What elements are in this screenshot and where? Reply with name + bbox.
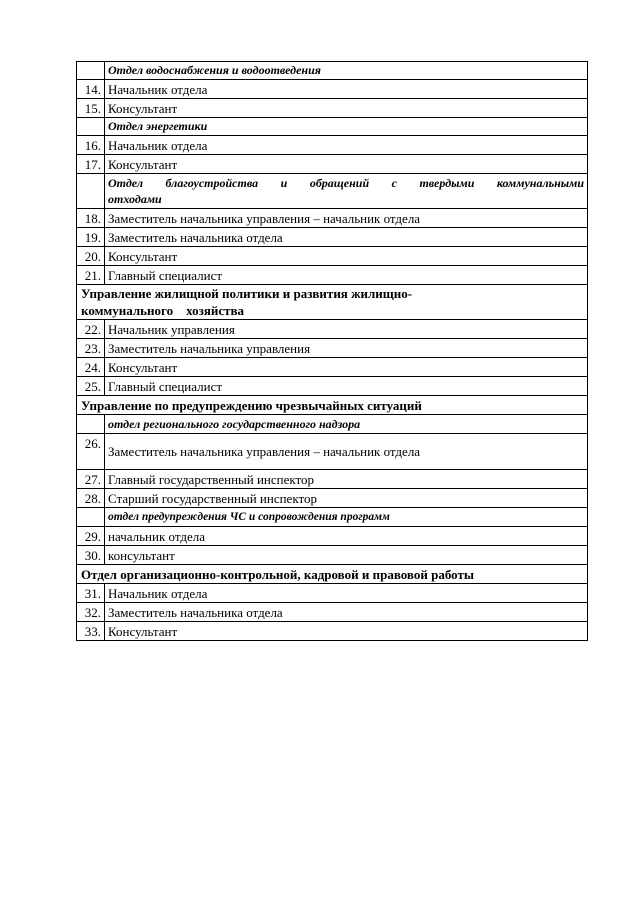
department-row xyxy=(77,62,588,80)
table-row xyxy=(77,339,588,358)
number-cell xyxy=(77,118,105,136)
table-row xyxy=(77,622,588,641)
department-title: отдел регионального государственного надзора xyxy=(105,415,588,434)
department-title-line-1: Отдел благоустройства и обращений с твердыми коммунальными xyxy=(108,176,584,190)
position-title: Начальник отдела xyxy=(105,584,588,603)
position-title: Заместитель начальника управления – начальник отдела xyxy=(105,434,588,470)
section-title: Управление по предупреждению чрезвычайных ситуаций xyxy=(77,396,588,415)
row-number: 23. xyxy=(77,339,105,358)
department-row xyxy=(77,118,588,136)
table-row xyxy=(77,209,588,228)
number-cell xyxy=(77,415,105,434)
row-number: 24. xyxy=(77,358,105,377)
row-number: 18. xyxy=(77,209,105,228)
number-cell xyxy=(77,508,105,527)
row-number: 17. xyxy=(77,155,105,174)
position-title: Начальник управления xyxy=(105,320,588,339)
department-title xyxy=(105,174,588,209)
table-row xyxy=(77,470,588,489)
section-row xyxy=(77,565,588,584)
position-title: Консультант xyxy=(105,358,588,377)
table-row xyxy=(77,358,588,377)
row-number: 28. xyxy=(77,489,105,508)
table-row xyxy=(77,527,588,546)
position-title: Главный государственный инспектор xyxy=(105,470,588,489)
position-title: Главный специалист xyxy=(105,266,588,285)
position-title: Начальник отдела xyxy=(105,136,588,155)
department-row xyxy=(77,415,588,434)
position-title: Заместитель начальника управления xyxy=(105,339,588,358)
position-title: Консультант xyxy=(105,155,588,174)
department-title: Отдел энергетики xyxy=(105,118,588,136)
row-number: 26. xyxy=(77,434,105,470)
table-row xyxy=(77,136,588,155)
department-title-line-2: отходами xyxy=(108,192,162,206)
table-row xyxy=(77,546,588,565)
row-number: 20. xyxy=(77,247,105,266)
row-number: 15. xyxy=(77,99,105,118)
position-title: Главный специалист xyxy=(105,377,588,396)
row-number: 31. xyxy=(77,584,105,603)
position-title: Консультант xyxy=(105,247,588,266)
table-row xyxy=(77,228,588,247)
row-number: 30. xyxy=(77,546,105,565)
row-number: 21. xyxy=(77,266,105,285)
row-number: 32. xyxy=(77,603,105,622)
row-number: 14. xyxy=(77,80,105,99)
row-number: 25. xyxy=(77,377,105,396)
position-title: Старший государственный инспектор xyxy=(105,489,588,508)
position-title: консультант xyxy=(105,546,588,565)
row-number: 19. xyxy=(77,228,105,247)
section-row xyxy=(77,285,588,320)
position-title: начальник отдела xyxy=(105,527,588,546)
position-title: Начальник отдела xyxy=(105,80,588,99)
position-title: Заместитель начальника отдела xyxy=(105,228,588,247)
position-title: Консультант xyxy=(105,99,588,118)
section-title: Отдел организационно-контрольной, кадровой и правовой работы xyxy=(77,565,588,584)
department-title: Отдел водоснабжения и водоотведения xyxy=(105,62,588,80)
row-number: 33. xyxy=(77,622,105,641)
positions-table xyxy=(76,61,588,641)
section-title xyxy=(77,285,588,320)
table-row xyxy=(77,155,588,174)
number-cell xyxy=(77,174,105,209)
section-row xyxy=(77,396,588,415)
table-row xyxy=(77,247,588,266)
table-row xyxy=(77,377,588,396)
table-row xyxy=(77,80,588,99)
table-row xyxy=(77,266,588,285)
section-title-line-2: коммунального хозяйства xyxy=(81,303,245,318)
row-number: 16. xyxy=(77,136,105,155)
row-number: 22. xyxy=(77,320,105,339)
department-row xyxy=(77,174,588,209)
number-cell xyxy=(77,62,105,80)
table-row xyxy=(77,99,588,118)
table-row xyxy=(77,584,588,603)
row-number: 27. xyxy=(77,470,105,489)
position-title: Заместитель начальника управления – начальник отдела xyxy=(105,209,588,228)
section-title-line-1: Управление жилищной политики и развития жилищно- xyxy=(81,286,413,301)
position-title: Заместитель начальника отдела xyxy=(105,603,588,622)
table-row xyxy=(77,603,588,622)
row-number: 29. xyxy=(77,527,105,546)
table-row xyxy=(77,320,588,339)
department-row xyxy=(77,508,588,527)
position-title: Консультант xyxy=(105,622,588,641)
department-title: отдел предупреждения ЧС и сопровождения программ xyxy=(105,508,588,527)
table-row xyxy=(77,434,588,470)
table-row xyxy=(77,489,588,508)
